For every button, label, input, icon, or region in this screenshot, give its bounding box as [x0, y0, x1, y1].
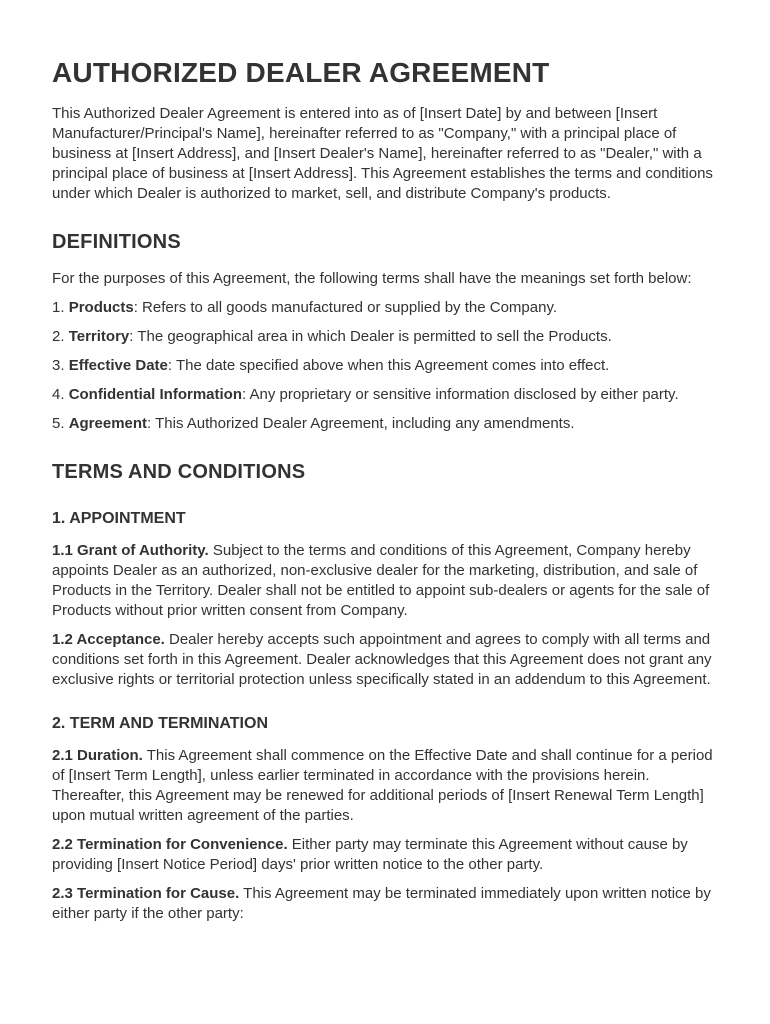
clause-paragraph	[52, 884, 718, 924]
clause-text: Either party may terminate this Agreement without cause by providing [Insert Notice Period] days' prior written notice to the other party.	[52, 835, 688, 873]
definition-number: 3.	[52, 356, 69, 374]
terms-heading: TERMS AND CONDITIONS	[52, 460, 306, 483]
clause-paragraph	[52, 746, 718, 826]
definition-number: 5.	[52, 414, 69, 432]
definition-text: : Any proprietary or sensitive information disclosed by either party.	[242, 385, 679, 403]
clause-text: Dealer hereby accepts such appointment and agrees to comply with all terms and conditions set forth in this Agreement. Dealer acknowledges that this Agreement does not grant any exclusive rights or territorial protection unless specifically stated in an addendum to this Agreement.	[52, 630, 712, 688]
clause-text: Subject to the terms and conditions of this Agreement, Company hereby appoints Dealer as an authorized, non-exclusive dealer for the marketing, distribution, and sale of Products in the Territory. Dealer shall not be entitled to appoint sub-dealers or agents for the sale of Products without prior written consent from Company.	[52, 541, 710, 619]
definition-item	[52, 327, 718, 347]
clause-text: This Agreement shall commence on the Effective Date and shall continue for a period of [Insert Term Length], unless earlier terminated in accordance with the provisions herein. Thereafter, this Agreement may be renewed for additional periods of [Insert Renewal Term Length] upon mutual written agreement of the parties.	[52, 746, 713, 824]
definition-item	[52, 356, 718, 376]
clause-paragraph	[52, 630, 718, 690]
appointment-heading: 1. APPOINTMENT	[52, 509, 186, 527]
definition-text: : Refers to all goods manufactured or supplied by the Company.	[133, 298, 557, 316]
definition-term: Agreement	[68, 414, 148, 432]
clause-paragraph	[52, 541, 718, 621]
definition-text: : The geographical area in which Dealer is permitted to sell the Products.	[129, 327, 612, 345]
document-title: AUTHORIZED DEALER AGREEMENT	[52, 57, 550, 88]
definition-item	[52, 414, 718, 434]
definition-text: : This Authorized Dealer Agreement, including any amendments.	[147, 414, 575, 432]
definitions-heading: DEFINITIONS	[52, 230, 181, 253]
definition-number: 1.	[52, 298, 69, 316]
term-and-termination-heading: 2. TERM AND TERMINATION	[52, 714, 268, 732]
definition-term: Effective Date	[68, 356, 168, 374]
clause-paragraph	[52, 835, 718, 875]
intro-paragraph: This Authorized Dealer Agreement is entered into as of [Insert Date] by and between [Insert Manufacturer/Principal's Name], hereinafter referred to as "Company," with a principal place of business at [Insert Address], and [Insert Dealer's Name], hereinafter referred to as "Dealer," with a principal place of business at [Insert Address]. This Agreement establishes the terms and conditions under which Dealer is authorized to market, sell, and distribute Company's products.	[52, 104, 713, 202]
definition-term: Confidential Information	[68, 385, 243, 403]
clause-lead: 2.1 Duration.	[52, 746, 143, 764]
clause-lead: 1.2 Acceptance.	[52, 630, 165, 648]
clause-lead: 2.3 Termination for Cause.	[52, 884, 240, 902]
clause-text: This Agreement may be terminated immediately upon written notice by either party if the other party:	[52, 884, 711, 922]
definition-number: 4.	[52, 385, 69, 403]
definition-item	[52, 298, 718, 318]
definition-term: Territory	[68, 327, 130, 345]
clause-lead: 2.2 Termination for Convenience.	[52, 835, 288, 853]
definition-text: : The date specified above when this Agreement comes into effect.	[167, 356, 610, 374]
definitions-lead: For the purposes of this Agreement, the following terms shall have the meanings set forth below:	[52, 269, 692, 287]
definition-item	[52, 385, 718, 405]
definition-number: 2.	[52, 327, 69, 345]
clause-lead: 1.1 Grant of Authority.	[52, 541, 209, 559]
definition-term: Products	[68, 298, 134, 316]
